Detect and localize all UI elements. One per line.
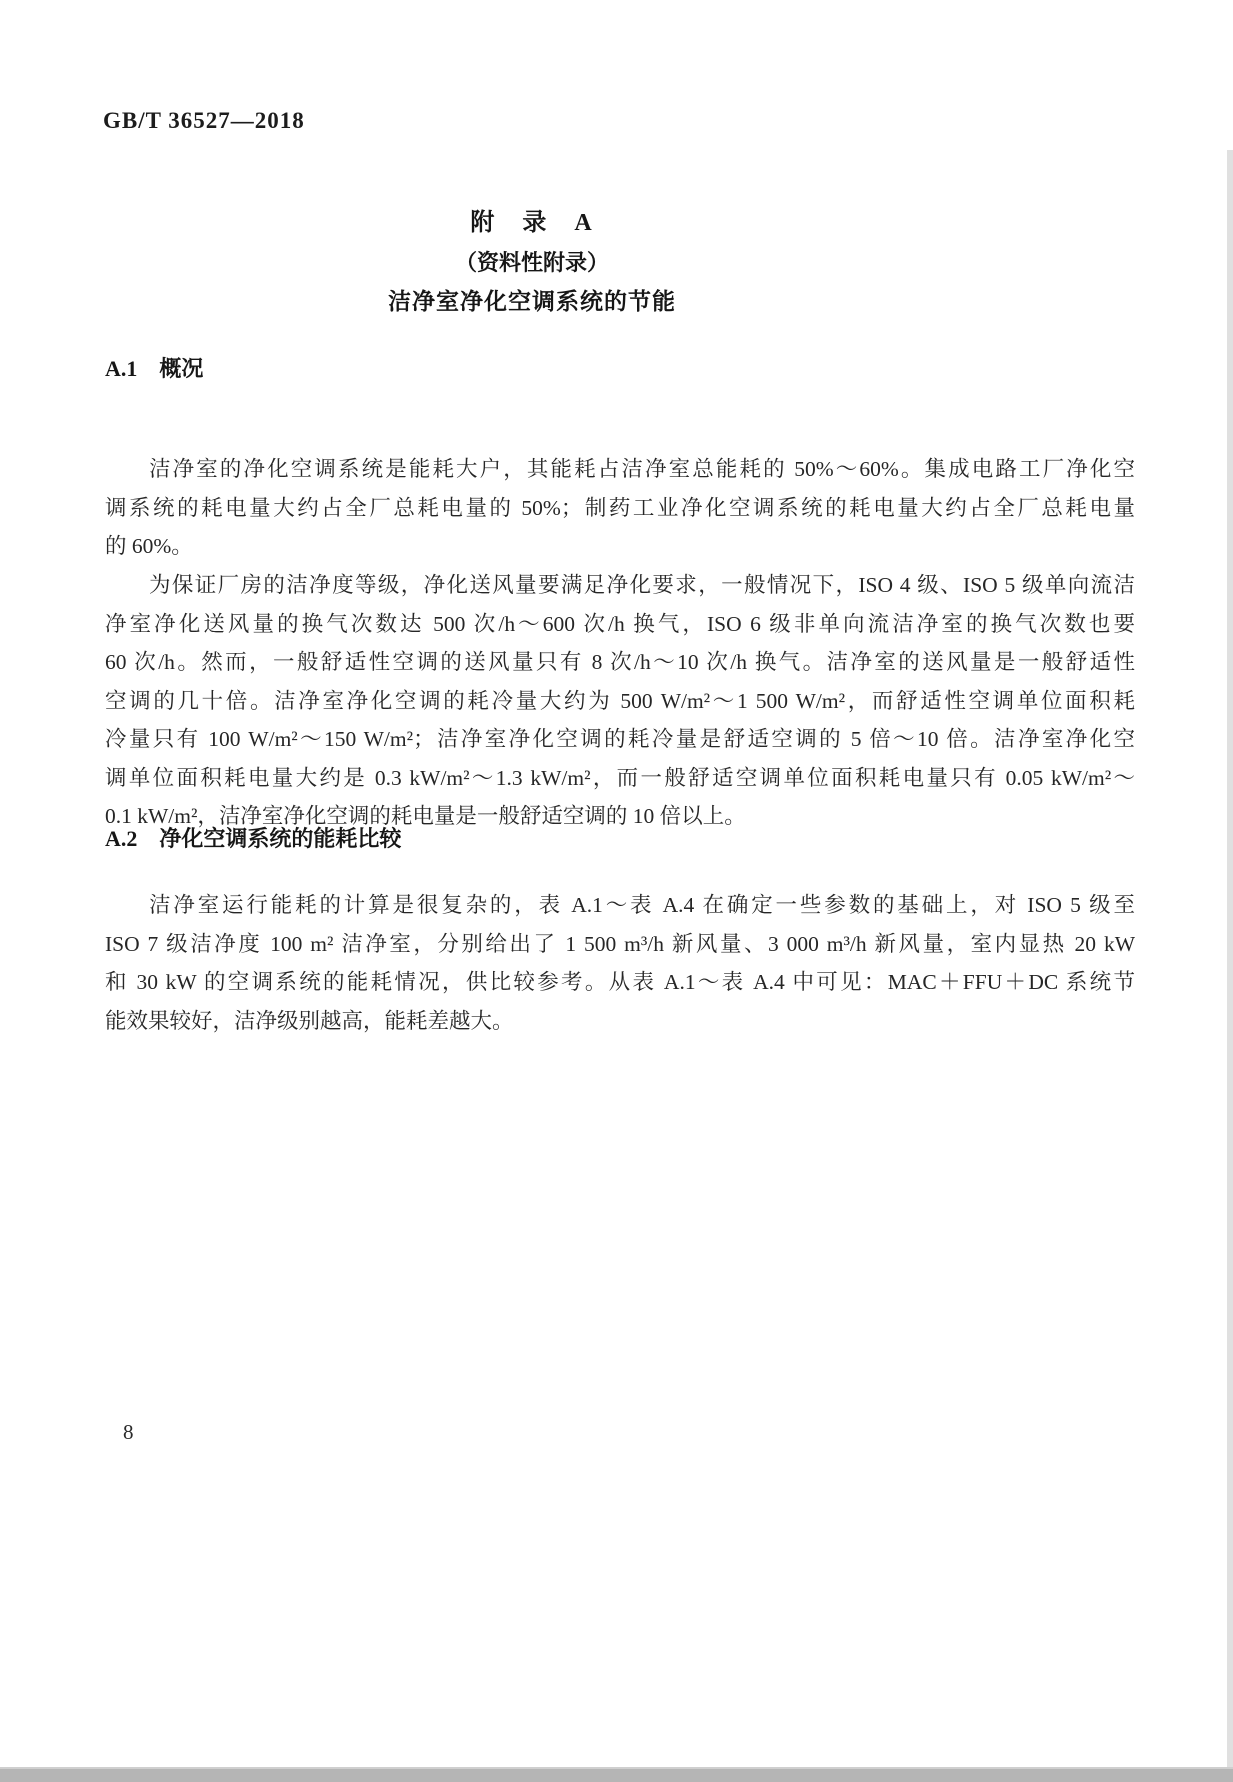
appendix-subtitle: （资料性附录） [454, 250, 609, 275]
appendix-title-block [17, 204, 1047, 321]
standard-number: GB/T 36527—2018 [103, 108, 305, 133]
body-line: 为保证厂房的洁净度等级，净化送风量要满足净化要求，一般情况下，ISO 4 级、ISO 5 级单向流洁 [149, 573, 1135, 597]
page-number: 8 [123, 1420, 134, 1444]
body-line: 的 60%。 [105, 534, 193, 558]
body-line: 洁净室运行能耗的计算是很复杂的，表 A.1～表 A.4 在确定一些参数的基础上，对 ISO 5 级至 [149, 893, 1135, 917]
paragraph [105, 566, 1135, 836]
body-line: ISO 7 级洁净度 100 m² 洁净室，分别给出了 1 500 m³/h 新风量、3 000 m³/h 新风量，室内显热 20 kW [105, 931, 1135, 956]
scan-edge-right [1227, 150, 1233, 1782]
body-line: 能效果较好，洁净级别越高，能耗差越大。 [105, 1008, 514, 1033]
paragraph [105, 886, 1135, 1040]
paragraph [105, 450, 1135, 566]
body-line: 净室净化送风量的换气次数达 500 次/h～600 次/h 换气，ISO 6 级非单向流洁净室的换气次数也要 [105, 611, 1135, 636]
appendix-topic: 洁净室净化空调系统的节能 [388, 289, 676, 314]
scan-edge-bottom [0, 1767, 1233, 1782]
body-line: 和 30 kW 的空调系统的能耗情况，供比较参考。从表 A.1～表 A.4 中可见：MAC＋FFU＋DC 系统节 [105, 970, 1135, 994]
body-line: 0.1 kW/m²，洁净室净化空调的耗电量是一般舒适空调的 10 倍以上。 [105, 804, 746, 828]
appendix-title: 附 录 A [470, 210, 594, 236]
body-line: 60 次/h。然而，一般舒适性空调的送风量只有 8 次/h～10 次/h 换气。洁净室的送风量是一般舒适性 [105, 650, 1135, 674]
body-line: 空调的几十倍。洁净室净化空调的耗冷量大约为 500 W/m²～1 500 W/m²，而舒适性空调单位面积耗 [105, 688, 1135, 713]
body-line: 冷量只有 100 W/m²～150 W/m²；洁净室净化空调的耗冷量是舒适空调的 5 倍～10 倍。洁净室净化空 [105, 727, 1135, 751]
body-line: 洁净室的净化空调系统是能耗大户，其能耗占洁净室总能耗的 50%～60%。集成电路工厂净化空 [149, 457, 1135, 481]
body-line: 调单位面积耗电量大约是 0.3 kW/m²～1.3 kW/m²，而一般舒适空调单位面积耗电量只有 0.05 kW/m²～ [105, 765, 1135, 790]
section-heading-a2: A.2 净化空调系统的能耗比较 [105, 826, 402, 851]
section-heading-a1: A.1 概况 [105, 356, 204, 381]
body-line: 调系统的耗电量大约占全厂总耗电量的 50%；制药工业净化空调系统的耗电量大约占全厂总耗电量 [105, 495, 1135, 520]
